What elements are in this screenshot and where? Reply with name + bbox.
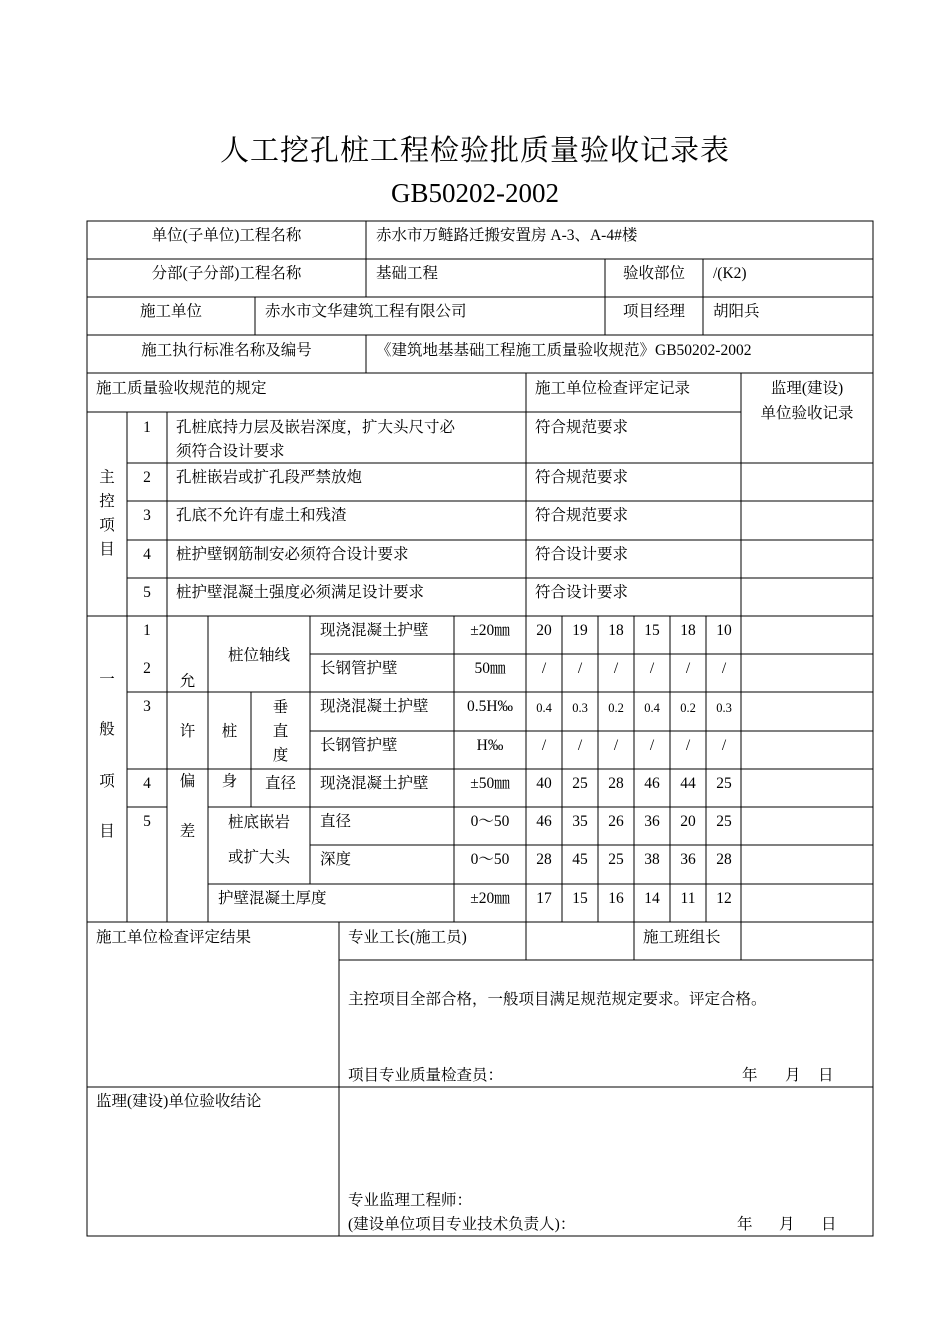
main-item-result: 符合规范要求: [535, 469, 629, 486]
pile-body-char: 桩: [221, 723, 238, 740]
deviation-label-char: 许: [179, 723, 196, 740]
spec-header: 施工质量验收规范的规定: [96, 380, 267, 397]
general-row-value: 28: [716, 851, 732, 868]
main-control-label: 主 控 项 目: [99, 469, 115, 558]
main-item-text: 孔底不允许有虚土和残渣: [176, 507, 347, 524]
deviation-label-char: 允: [179, 673, 196, 690]
general-row-value: /: [649, 660, 655, 677]
general-row-value: /: [685, 660, 691, 677]
general-row-value: /: [721, 660, 727, 677]
general-row-value: 45: [572, 851, 588, 868]
inspector-label: 项目专业质量检查员：: [348, 1067, 504, 1084]
general-row-value: 20: [536, 622, 552, 639]
general-row-value: /: [649, 737, 655, 754]
general-row-tolerance: 0.5H‰: [466, 698, 514, 715]
inspection-part-label: 验收部位: [622, 265, 685, 282]
general-item-no: 5: [143, 813, 151, 830]
general-row-tolerance: ±50㎜: [470, 775, 510, 792]
main-item-result: 符合设计要求: [535, 584, 629, 601]
manager-label: 项目经理: [622, 303, 685, 320]
general-row-value: 16: [608, 890, 624, 907]
general-row-tolerance: H‰: [476, 737, 504, 754]
pile-bottom-label-1: 桩底嵌岩: [227, 814, 290, 831]
general-row-value: 0.3: [572, 701, 588, 715]
general-row-value: 0.2: [608, 701, 624, 715]
unit-project-label: 单位(子单位)工程名称: [151, 227, 302, 244]
general-row-item: 现浇混凝土护壁: [320, 622, 429, 639]
general-row-item: 长钢管护壁: [320, 737, 398, 754]
main-item-text-cont: 须符合设计要求: [176, 443, 285, 460]
general-row-tolerance: ±20㎜: [470, 890, 510, 907]
general-row-tolerance: 50㎜: [474, 660, 506, 677]
supervision-month: 月: [779, 1216, 795, 1233]
main-item-result: 符合设计要求: [535, 546, 629, 563]
contractor-record-header: 施工单位检查评定记录: [535, 380, 691, 397]
general-label-char: 项: [99, 773, 115, 790]
general-item-no: 2: [143, 660, 151, 677]
main-item-no: 5: [143, 584, 151, 601]
standard-code: GB50202-2002: [391, 178, 559, 208]
manager-value: 胡阳兵: [713, 303, 760, 320]
main-item-text: 孔桩底持力层及嵌岩深度，扩大头尺寸必: [176, 419, 456, 436]
general-row-tolerance: 0～50: [470, 851, 510, 868]
pile-body-char: 身: [221, 773, 238, 790]
contractor-value: 赤水市文华建筑工程有限公司: [265, 303, 467, 320]
general-row-value: 18: [680, 622, 696, 639]
general-row-item: 深度: [320, 851, 352, 868]
team-leader-label: 施工班组长: [643, 929, 721, 946]
general-row-value: 10: [716, 622, 732, 639]
result-conclusion: 主控项目全部合格，一般项目满足规范规定要求。评定合格。: [348, 991, 767, 1008]
main-item-text: 桩护壁混凝土强度必须满足设计要求: [176, 584, 425, 601]
foreman-label: 专业工长(施工员): [348, 929, 467, 946]
main-item-text: 桩护壁钢筋制安必须符合设计要求: [176, 546, 409, 563]
main-item-result: 符合规范要求: [535, 507, 629, 524]
general-row-value: /: [541, 660, 547, 677]
general-row-value: 20: [680, 813, 696, 830]
sub-project-value: 基础工程: [376, 265, 439, 282]
general-row-value: 15: [644, 622, 660, 639]
general-row-item: 现浇混凝土护壁: [320, 698, 429, 715]
general-row-value: 0.4: [536, 701, 552, 715]
general-row-value: 19: [572, 622, 588, 639]
general-row-value: 36: [680, 851, 696, 868]
main-item-text: 孔桩嵌岩或扩孔段严禁放炮: [176, 469, 363, 486]
general-row-value: 17: [536, 890, 552, 907]
general-row-value: 38: [644, 851, 660, 868]
wall-thickness-label: 护壁混凝土厚度: [218, 890, 327, 907]
owner-representative-label: (建设单位项目专业技术负责人)：: [348, 1216, 576, 1233]
general-row-value: 0.2: [680, 701, 696, 715]
general-label-char: 目: [99, 823, 115, 840]
main-item-no: 4: [143, 546, 151, 563]
general-row-value: 0.4: [644, 701, 660, 715]
general-row-value: /: [577, 737, 583, 754]
sub-project-label: 分部(子分部)工程名称: [151, 265, 302, 282]
general-row-value: 40: [536, 775, 552, 792]
general-row-value: 44: [680, 775, 696, 792]
deviation-label-char: 差: [179, 823, 196, 840]
supervision-label: 监理(建设)单位验收结论: [96, 1093, 262, 1110]
general-row-value: /: [541, 737, 547, 754]
standard-value: 《建筑地基基础工程施工质量验收规范》GB50202-2002: [376, 342, 752, 359]
main-item-no: 1: [143, 419, 151, 436]
general-row-tolerance: ±20㎜: [470, 622, 510, 639]
general-row-value: 18: [608, 622, 624, 639]
general-row-value: 25: [716, 775, 732, 792]
diameter-label: 直径: [264, 775, 296, 792]
axis-label: 桩位轴线: [227, 647, 290, 664]
general-row-value: 28: [608, 775, 624, 792]
main-item-result: 符合规范要求: [535, 419, 629, 436]
general-row-item: 直径: [320, 813, 352, 830]
result-month: 月: [785, 1067, 801, 1084]
general-row-value: 14: [644, 890, 660, 907]
general-row-value: 11: [680, 890, 696, 907]
general-row-value: /: [613, 737, 619, 754]
general-row-value: 25: [716, 813, 732, 830]
general-row-value: 25: [608, 851, 624, 868]
general-item-no: 1: [143, 622, 151, 639]
general-row-value: 12: [716, 890, 732, 907]
general-item-no: 4: [143, 775, 151, 792]
supervision-year: 年: [737, 1216, 753, 1233]
result-label: 施工单位检查评定结果: [96, 929, 252, 946]
inspection-part-value: /(K2): [713, 265, 747, 282]
standard-label: 施工执行标准名称及编号: [141, 342, 312, 359]
general-row-value: 46: [644, 775, 660, 792]
verticality-label: 垂 直 度: [272, 699, 289, 764]
pile-bottom-label-2: 或扩大头: [227, 849, 290, 866]
deviation-label-char: 偏: [179, 773, 196, 790]
unit-project-value: 赤水市万鲢路迁搬安置房 A-3、A-4#楼: [376, 227, 638, 244]
general-row-value: 36: [644, 813, 660, 830]
supervisor-header-line1: 监理(建设): [770, 380, 844, 397]
general-row-value: /: [721, 737, 727, 754]
contractor-label: 施工单位: [139, 303, 202, 320]
general-row-value: 0.3: [716, 701, 732, 715]
general-row-item: 长钢管护壁: [320, 660, 398, 677]
general-row-value: /: [577, 660, 583, 677]
general-row-tolerance: 0～50: [470, 813, 510, 830]
general-row-value: 25: [572, 775, 588, 792]
general-row-value: /: [685, 737, 691, 754]
result-year: 年: [742, 1067, 758, 1084]
general-row-value: /: [613, 660, 619, 677]
general-row-value: 35: [572, 813, 588, 830]
supervision-engineer-label: 专业监理工程师：: [348, 1192, 473, 1209]
general-row-value: 46: [536, 813, 552, 830]
general-row-value: 28: [536, 851, 552, 868]
general-label-char: 般: [99, 721, 115, 738]
general-label-char: 一: [99, 671, 115, 688]
supervision-day: 日: [821, 1216, 837, 1233]
main-item-no: 3: [143, 507, 151, 524]
main-item-no: 2: [143, 469, 151, 486]
general-row-value: 26: [608, 813, 624, 830]
general-row-item: 现浇混凝土护壁: [320, 775, 429, 792]
result-day: 日: [818, 1067, 834, 1084]
general-item-no: 3: [143, 698, 151, 715]
supervisor-header-line2: 单位验收记录: [760, 405, 854, 422]
document-title: 人工挖孔桩工程检验批质量验收记录表: [219, 135, 730, 167]
general-row-value: 15: [572, 890, 588, 907]
